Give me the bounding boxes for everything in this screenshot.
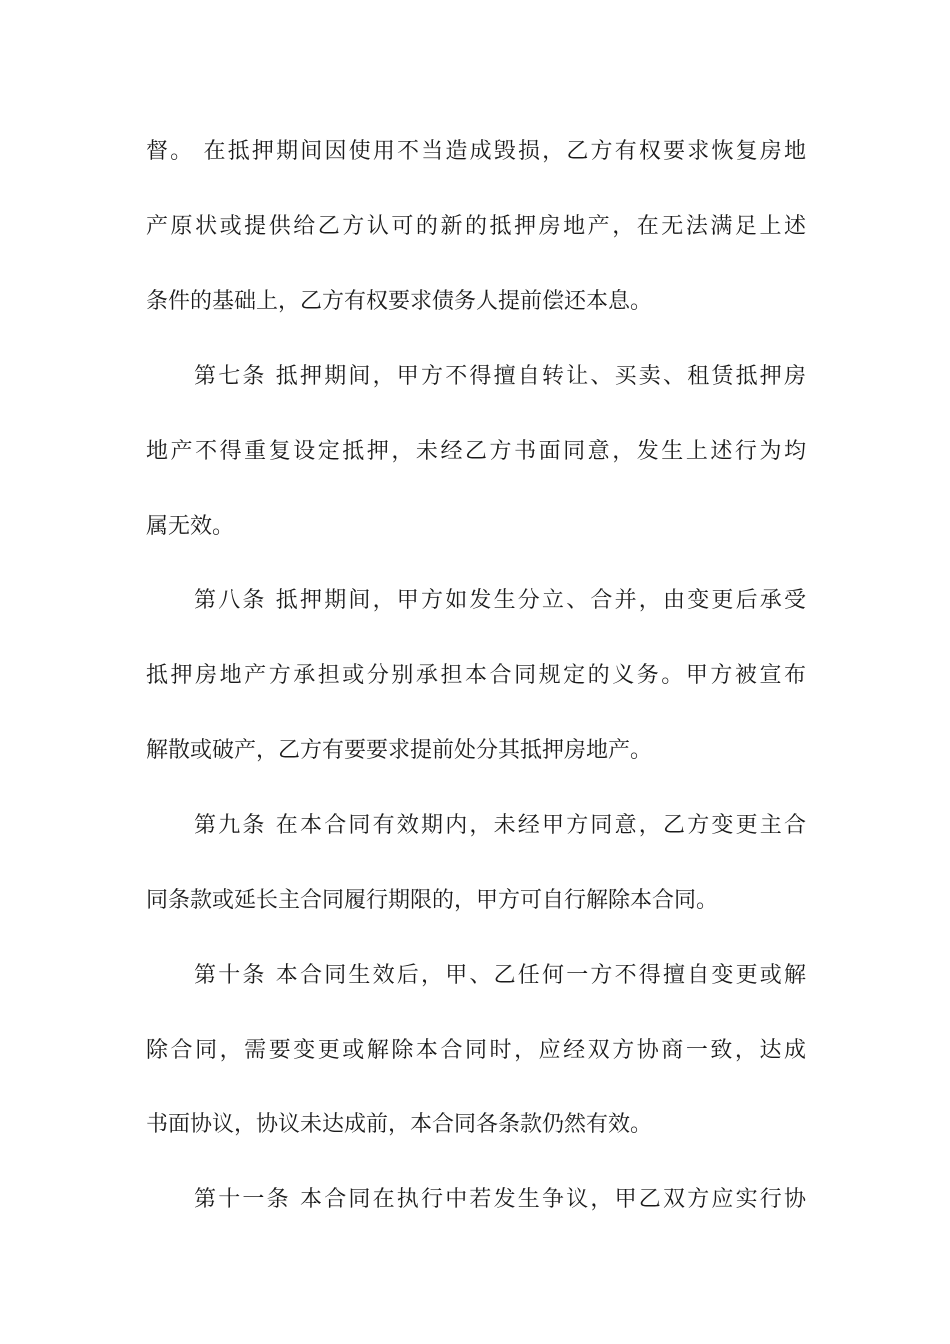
text-line-12: 第十条 本合同生效后，甲、乙任何一方不得擅自变更或解 (194, 963, 806, 988)
text-line-2: 产原状或提供给乙方认可的新的抵押房地产，在无法满足上述 (146, 214, 806, 239)
text-line-10: 第九条 在本合同有效期内，未经甲方同意，乙方变更主合 (194, 813, 806, 838)
text-line-14: 书面协议，协议未达成前，本合同各条款仍然有效。 (146, 1112, 653, 1137)
text-line-4: 第七条 抵押期间，甲方不得擅自转让、买卖、租赁抵押房 (194, 364, 806, 389)
text-line-1: 督。 在抵押期间因使用不当造成毁损，乙方有权要求恢复房地 (146, 139, 806, 164)
text-line-15: 第十一条 本合同在执行中若发生争议，甲乙双方应实行协 (194, 1187, 806, 1212)
text-line-8: 抵押房地产方承担或分别承担本合同规定的义务。甲方被宣布 (146, 663, 806, 688)
text-line-11: 同条款或延长主合同履行期限的，甲方可自行解除本合同。 (146, 888, 719, 913)
text-line-5: 地产不得重复设定抵押，未经乙方书面同意，发生上述行为均 (146, 439, 806, 464)
text-line-3: 条件的基础上，乙方有权要求债务人提前偿还本息。 (146, 289, 653, 314)
text-line-13: 除合同，需要变更或解除本合同时，应经双方协商一致，达成 (146, 1038, 806, 1063)
text-line-6: 属无效。 (146, 514, 235, 539)
text-line-9: 解散或破产，乙方有要要求提前处分其抵押房地产。 (146, 738, 653, 763)
text-line-7: 第八条 抵押期间，甲方如发生分立、合并，由变更后承受 (194, 588, 806, 613)
